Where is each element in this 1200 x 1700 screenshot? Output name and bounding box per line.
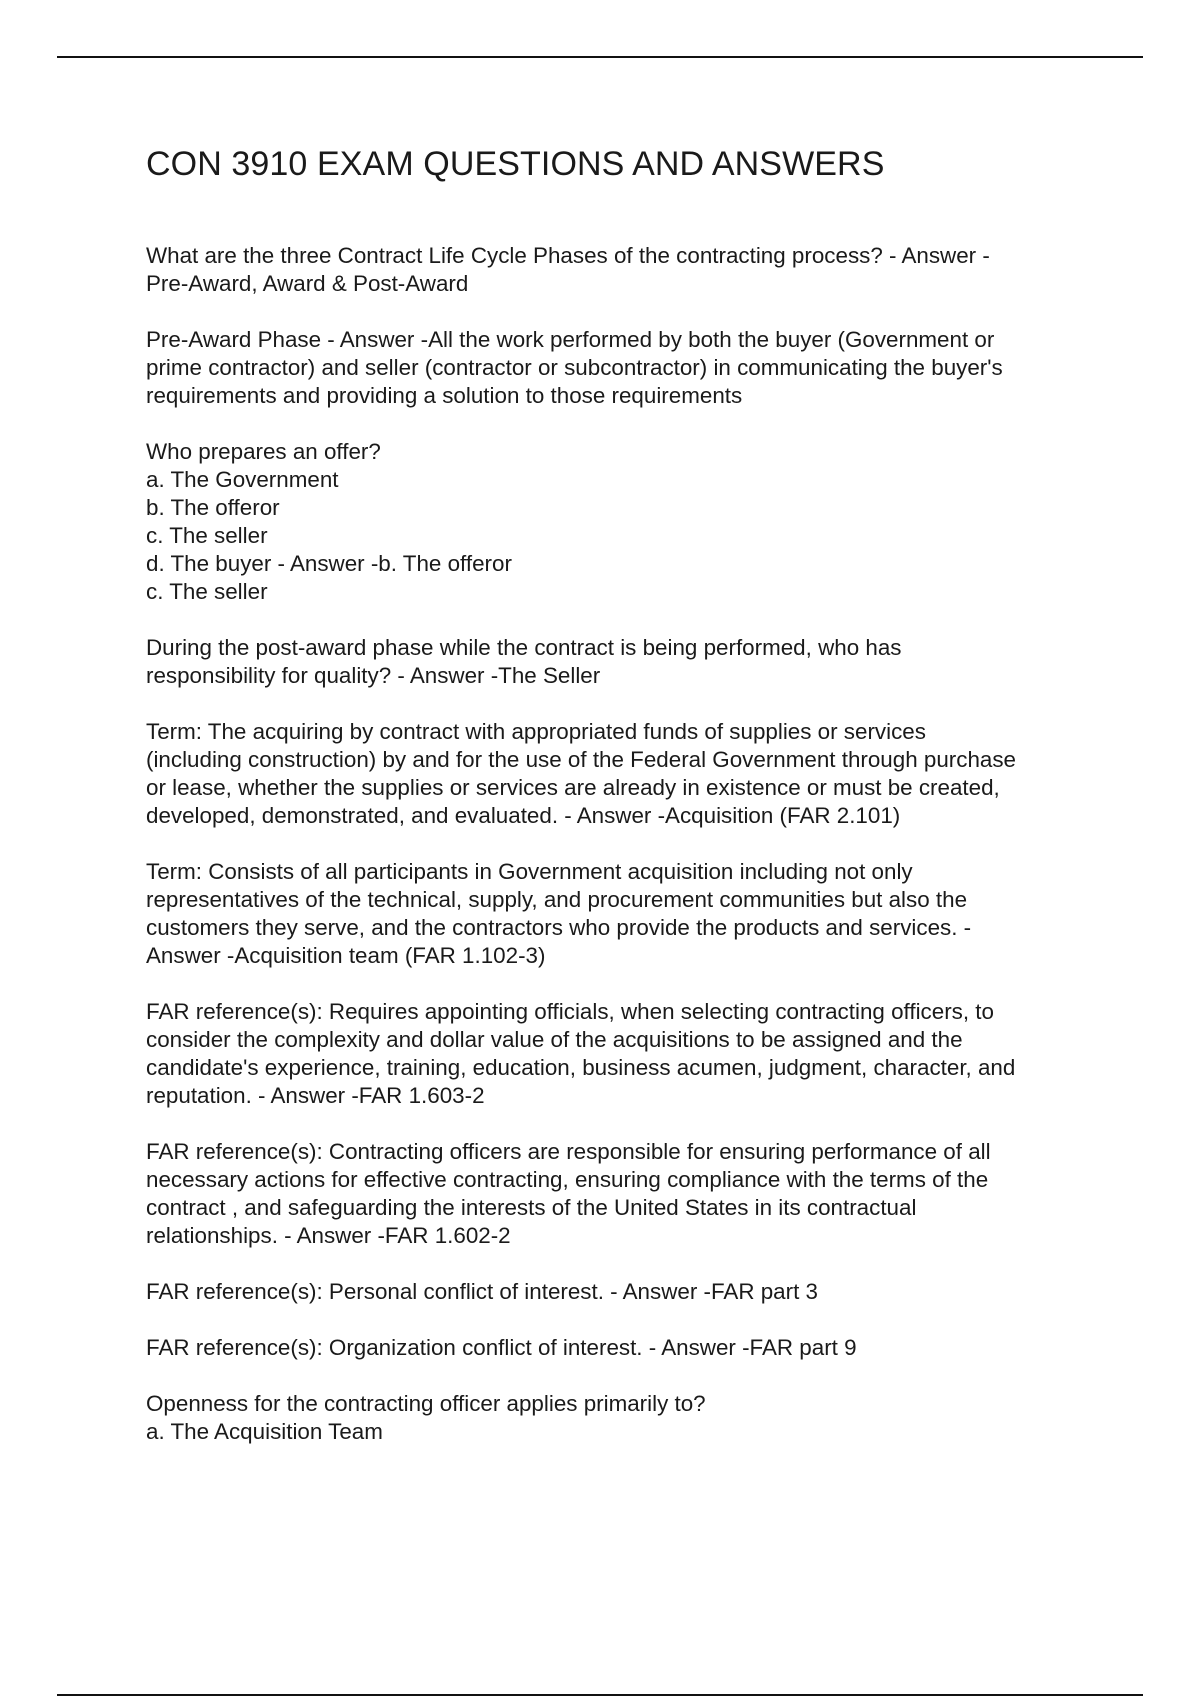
text-line: a. The Government xyxy=(146,467,339,492)
text-line: b. The offeror xyxy=(146,495,280,520)
text-line: FAR reference(s): Requires appointing officials, when selecting contracting officers, to xyxy=(146,999,994,1024)
qa-entry xyxy=(146,438,1106,606)
text-line: developed, demonstrated, and evaluated. - Answer -Acquisition (FAR 2.101) xyxy=(146,803,901,828)
text-line: What are the three Contract Life Cycle Phases of the contracting process? - Answer - xyxy=(146,243,990,268)
qa-entry xyxy=(146,1278,1106,1306)
text-line: FAR reference(s): Organization conflict of interest. - Answer -FAR part 9 xyxy=(146,1335,857,1360)
text-line: Who prepares an offer? xyxy=(146,439,381,464)
text-line: c. The seller xyxy=(146,523,268,548)
text-line: FAR reference(s): Personal conflict of interest. - Answer -FAR part 3 xyxy=(146,1279,818,1304)
qa-entry xyxy=(146,858,1106,970)
text-line: or lease, whether the supplies or services are already in existence or must be created, xyxy=(146,775,1000,800)
text-line: Term: The acquiring by contract with appropriated funds of supplies or services xyxy=(146,719,926,744)
text-line: Pre-Award, Award & Post-Award xyxy=(146,271,469,296)
text-line: consider the complexity and dollar value of the acquisitions to be assigned and the xyxy=(146,1027,963,1052)
text-line: During the post-award phase while the contract is being performed, who has xyxy=(146,635,902,660)
qa-entry xyxy=(146,326,1106,410)
text-line: a. The Acquisition Team xyxy=(146,1419,383,1444)
text-line: candidate's experience, training, education, business acumen, judgment, character, and xyxy=(146,1055,1016,1080)
document-body xyxy=(146,142,1106,1474)
text-line: responsibility for quality? - Answer -The Seller xyxy=(146,663,601,688)
text-line: (including construction) by and for the use of the Federal Government through purchase xyxy=(146,747,1016,772)
text-line: prime contractor) and seller (contractor or subcontractor) in communicating the buyer's xyxy=(146,355,1003,380)
qa-entry xyxy=(146,1334,1106,1362)
text-line: Answer -Acquisition team (FAR 1.102-3) xyxy=(146,943,546,968)
text-line: representatives of the technical, supply, and procurement communities but also the xyxy=(146,887,968,912)
text-line: customers they serve, and the contractors who provide the products and services. - xyxy=(146,915,972,940)
qa-entry xyxy=(146,1138,1106,1250)
qa-entry xyxy=(146,242,1106,298)
bottom-divider xyxy=(57,1694,1143,1696)
text-line: c. The seller xyxy=(146,579,268,604)
text-line: Term: Consists of all participants in Government acquisition including not only xyxy=(146,859,913,884)
text-line: necessary actions for effective contracting, ensuring compliance with the terms of the xyxy=(146,1167,989,1192)
qa-entry xyxy=(146,1390,1106,1446)
qa-entry xyxy=(146,718,1106,830)
text-line: Pre-Award Phase - Answer -All the work performed by both the buyer (Government or xyxy=(146,327,995,352)
text-line: FAR reference(s): Contracting officers are responsible for ensuring performance of all xyxy=(146,1139,991,1164)
top-divider xyxy=(57,56,1143,58)
text-line: Openness for the contracting officer applies primarily to? xyxy=(146,1391,706,1416)
document-title: CON 3910 EXAM QUESTIONS AND ANSWERS xyxy=(146,145,885,183)
text-line: reputation. - Answer -FAR 1.603-2 xyxy=(146,1083,485,1108)
text-line: d. The buyer - Answer -b. The offeror xyxy=(146,551,512,576)
qa-entry xyxy=(146,634,1106,690)
text-line: relationships. - Answer -FAR 1.602-2 xyxy=(146,1223,511,1248)
text-line: contract , and safeguarding the interests of the United States in its contractual xyxy=(146,1195,917,1220)
text-line: requirements and providing a solution to those requirements xyxy=(146,383,743,408)
qa-entry xyxy=(146,998,1106,1110)
